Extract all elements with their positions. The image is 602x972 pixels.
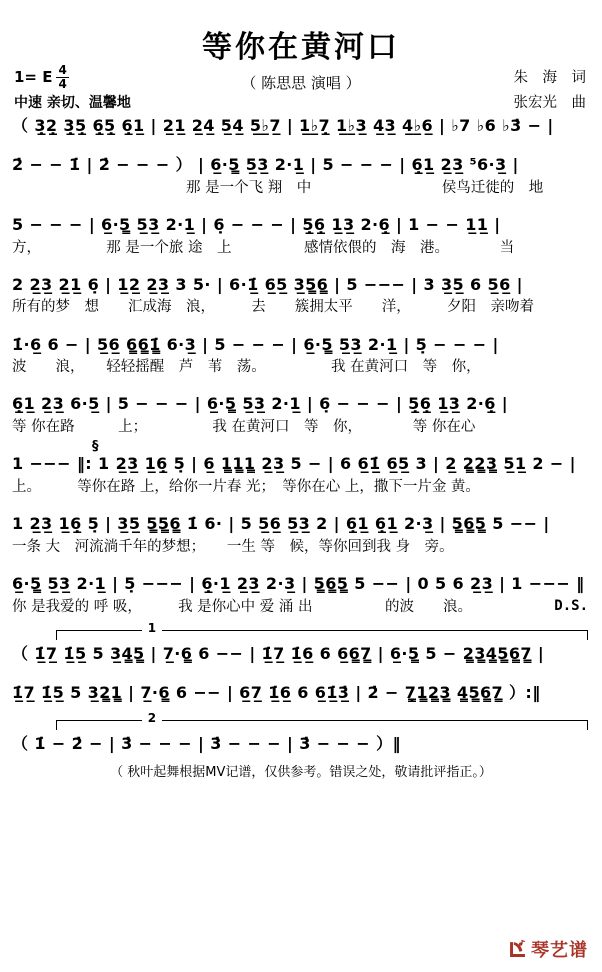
notation-line: 1 2̲3̲ 1̲6̲̣ 5̣ | 3̲5̲ 5̳5̳6̳ 1̇ 6· | 5 5̲6̲ 5̲3̲ 2 | 6̲̣1̲ 6̲̣1̲ 2·3̲ | 5̳6̳5̳ 5 −− | (12, 514, 550, 534)
lyrics-line: 上。 等你在路 上，给你一片春 光； 等你在心 上，撒下一片金 黄。 (12, 479, 480, 496)
time-signature-top: 4 (58, 63, 67, 77)
notation-line: （ 1̲̇7̲ 1̲̇5̲ 5 3̲4̳5̳ | 7̲·6̳ 6 −− | 1̲̇7̲ 1̲̇6̲ 6 6̲6̳7̳ | 6̲·5̳ 5 − 2̳3̳4̳5̳6̳7̳ | (12, 644, 545, 664)
notation-line: （ 1̇ − 2̇ − | 3̇ − − − | 3̇ − − − | 3̇ − − − ）‖ (12, 733, 401, 753)
lyrics-line: 方， 那 是一个旅 途 上 感情依偎的 海 港。 当 (12, 239, 515, 256)
music-system-5 (12, 333, 590, 377)
time-signature (56, 64, 68, 90)
lyrics-line: 一条 大 河流淌千年的梦想； 一生 等 候，等你回到我 身 旁。 (12, 539, 454, 556)
transcriber-note: （ 秋叶起舞根据MV记谱，仅供参考。错误之处，敬请批评指正。） (110, 764, 492, 780)
credits (514, 66, 587, 117)
volta-bracket-2 (56, 710, 588, 730)
music-system-1 (12, 114, 590, 139)
music-system-11 (12, 681, 590, 706)
notation-line: 5 − − − | 6̲·5̳ 5̲3̲ 2·1̲ | 6̣ − − − | 5̲̣6̲̣ 1̲3̲ 2·6̲̣ | 1 − − 1̲1̲ | (12, 214, 501, 234)
notation-line: 1 −−− ‖: 1 2̲3̲ 1̲6̲̣ 5̣ | 6̲ 1̳1̳1̳ 2̲3̲ 5 − | 6 6̲1̲̇ 6̲5̲ 3 | 2̲ 2̳2̳3̳ 5̲1̲ 2 − | (12, 454, 576, 474)
music-system-8 (12, 512, 590, 556)
lyricist-credit: 朱 海 词 (513, 70, 586, 86)
time-signature-bottom: 4 (58, 76, 67, 91)
key-label: 1= E (14, 68, 53, 87)
lyrics-line: 波 浪， 轻轻摇醒 芦 苇 荡。 我 在黄河口 等 你， (12, 359, 481, 376)
volta-bracket-1 (56, 621, 588, 640)
music-system-7 (12, 439, 590, 496)
notation-line: （ 3̲̣2̲̣ 3̲̣5̲̣ 6̲̣5̲̣ 6̲̣1̲ | 2̲1̲ 2̲4̲ 5̲4̲ 5̲♭̲7̲ | 1̲♭̲7̲̣ 1̲♭̲3̲ 4̲3̲ 4̲♭̲6̲ | ♭7 ♭6 ♭3̇ − | (12, 116, 554, 135)
segno-icon: § (92, 439, 99, 455)
notation-line: 6̲·5̳ 5̲3̲ 2·1̲ | 5̣ −−− | 6̲̣·1̲ 2̲3̲ 2·3̲ | 5̳6̳5̳ 5 −− | 0 5 6 2̲3̲ | 1 −−− ‖ (12, 574, 585, 594)
logo-icon (507, 939, 528, 960)
key-signature (14, 64, 69, 90)
notation-line: 1̲̇7̲ 1̲̇5̲ 5 3̲2̳1̳ | 7̲·6̳ 6 −− | 6̲7̲ 1̲̇6̲ 6 6̲1̲̇3̲̇ | 2̇ − 7̳̣1̳2̳3̳ 4̳5̳6̳7̳ ）:‖ (12, 682, 541, 702)
notation-line: 2 2̲3̲ 2̲1̲ 6̣ | 1̲2̲ 2̲3̲ 3 5· | 6·1̲̇ 6̲5̲ 3̲5̳6̳ | 5 −−− | 3 3̲5̲ 6 5̲6̲ | (12, 274, 523, 294)
lyrics-line: 那 是一个飞 翔 中 侯鸟迁徙的 地 (12, 179, 544, 196)
volta-number: 1 (142, 622, 162, 634)
music-system-12 (12, 732, 590, 757)
notation-line: 1̇·6̲ 6 − | 5̲6̲ 6̳6̳1̳̇ 6·3̲ | 5 − − − | 6̲·5̳ 5̲3̲ 2·1̲ | 5̣ − − − | (12, 334, 499, 354)
sheet-header (10, 6, 592, 114)
notation-line: 2̇ − − 1̇ | 2̇ − − − ） | 6̲·5̳ 5̲3̲ 2·1̲ | 5 − − − | 6̲̣1̲ 2̲3̲ ⁵6·3̲ | (12, 154, 519, 174)
performer-subtitle: （ 陈思思 演唱 ） (241, 74, 361, 92)
music-system-10 (12, 642, 590, 667)
song-title: 等你在黄河口 (202, 30, 400, 65)
volta-number: 2 (142, 712, 162, 724)
score-body (10, 114, 592, 780)
logo-text: 琴艺谱 (531, 940, 588, 961)
lyrics-line: 所有的梦 想 汇成海 浪， 去 簇拥太平 洋， 夕阳 亲吻着 (12, 299, 534, 316)
qinyipu-logo (507, 936, 588, 962)
lyrics-line: 你 是我爱的 呼 吸， 我 是你心中 爱 涌 出 的波 浪。 (12, 599, 473, 616)
tempo-marking: 中速 亲切、温馨地 (14, 95, 131, 111)
notation-line: 6̲̣1̲ 2̲3̲ 6·5̲ | 5 − − − | 6̲·5̳ 5̲3̲ 2·1̲ | 6̣ − − − | 5̲̣6̲̣ 1̲3̲ 2·6̲̣ | (12, 394, 509, 414)
music-system-4 (12, 273, 590, 317)
lyrics-line: 等 你在路 上； 我 在黄河口 等 你， 等 你在心 (12, 419, 476, 436)
music-system-3 (12, 213, 590, 257)
composer-credit: 张宏光 曲 (513, 95, 586, 112)
music-system-6 (12, 392, 590, 436)
dal-segno-mark: D.S. (554, 598, 588, 615)
music-system-9 (12, 572, 590, 616)
music-system-2 (12, 153, 590, 197)
